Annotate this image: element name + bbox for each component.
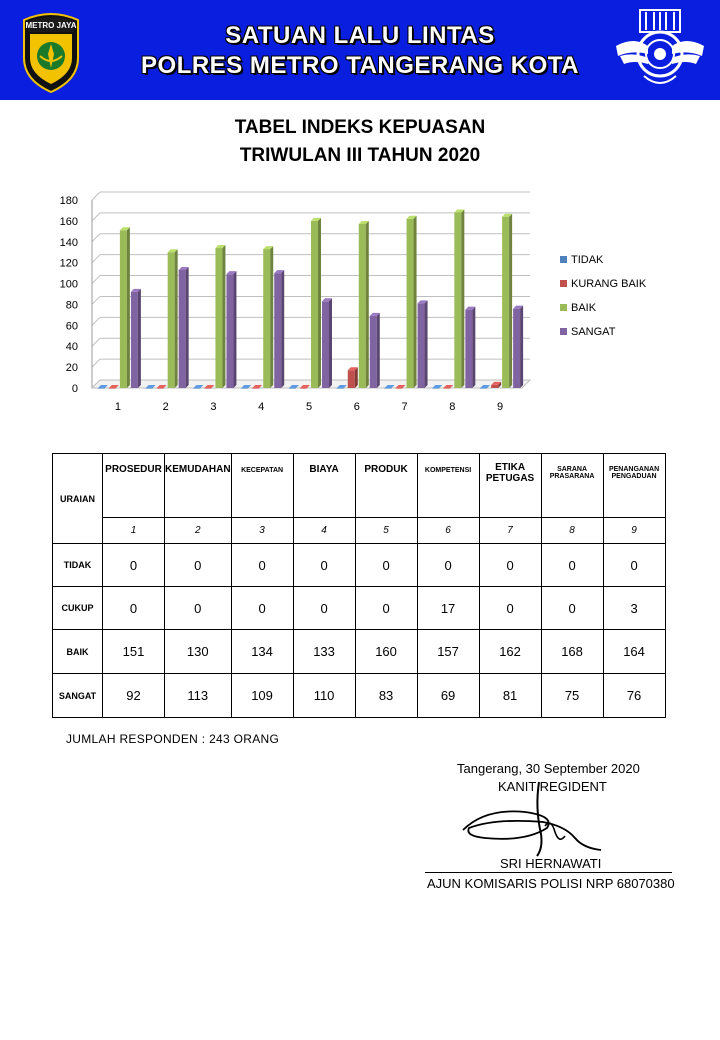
satisfaction-table	[52, 453, 666, 718]
grid-line	[92, 317, 100, 325]
grid-line	[92, 234, 100, 242]
bar-baik	[407, 216, 417, 388]
bar-tidak-front	[193, 388, 200, 389]
svg-text:METRO JAYA: METRO JAYA	[25, 21, 77, 30]
column-header: KEMUDAHAN	[165, 454, 232, 518]
bar-baik	[454, 210, 464, 388]
bar-baik-side	[366, 221, 369, 388]
signature-place-date: Tangerang, 30 September 2020	[457, 761, 640, 776]
column-number: 7	[479, 518, 541, 544]
row-label: BAIK	[53, 630, 103, 674]
legend-label: SANGAT	[571, 326, 616, 338]
bar-sangat	[513, 306, 523, 388]
grid-line	[92, 296, 100, 304]
bar-sangat-side	[281, 270, 284, 388]
column-number: 8	[541, 518, 603, 544]
table-header-row	[53, 454, 666, 518]
bar-sangat-front	[179, 270, 186, 388]
table-cell: 0	[603, 544, 665, 587]
column-number: 4	[293, 518, 355, 544]
bar-tidak-front	[289, 388, 296, 389]
document-title-line1: TABEL INDEKS KEPUASAN	[234, 117, 486, 138]
bar-sangat-front	[418, 303, 425, 388]
table-cell: 83	[355, 674, 417, 718]
bar-tidak-front	[385, 388, 392, 389]
x-tick-label: 7	[401, 401, 408, 413]
bar-baik-side	[414, 216, 417, 388]
table-row	[53, 630, 666, 674]
table-cell: 76	[603, 674, 665, 718]
grid-line	[92, 213, 100, 221]
table-cell: 0	[293, 587, 355, 630]
x-tick-label: 3	[210, 401, 217, 413]
x-tick-label: 5	[305, 401, 313, 413]
table-cell: 110	[293, 674, 355, 718]
bar-tidak-front	[241, 388, 248, 389]
table-cell: 133	[293, 630, 355, 674]
signature-divider	[425, 872, 672, 873]
bar-baik-side	[461, 210, 464, 388]
grid-line	[92, 255, 100, 263]
table-cell: 0	[417, 544, 479, 587]
document-title-line2: TRIWULAN III TAHUN 2020	[239, 145, 481, 166]
bar-baik-front	[215, 248, 222, 388]
column-number: 9	[603, 518, 665, 544]
bar-sangat-front	[131, 292, 138, 388]
column-header: SARANA PRASARANA	[541, 454, 603, 518]
bar-sangat-front	[370, 316, 377, 388]
bar-sangat	[131, 289, 141, 388]
table-cell: 134	[231, 630, 293, 674]
signatory-rank: AJUN KOMISARIS POLISI NRP 68070380	[427, 876, 675, 891]
y-tick-label: 0	[71, 383, 78, 395]
header-title-line2: POLRES METRO TANGERANG KOTA	[141, 52, 579, 79]
bar-tidak-front	[432, 388, 439, 389]
legend-label: KURANG BAIK	[571, 278, 647, 290]
y-tick-label: 140	[59, 236, 78, 249]
bar-kurang-baik-front	[396, 388, 403, 389]
bar-sangat-side	[138, 289, 141, 388]
bar-baik-front	[502, 217, 509, 388]
table-cell: 81	[479, 674, 541, 718]
bar-baik	[215, 245, 225, 388]
bar-kurang-baik-front	[204, 388, 211, 389]
legend-label: TIDAK	[571, 254, 604, 266]
row-label: SANGAT	[53, 674, 103, 718]
table-corner-label: URAIAN	[53, 454, 103, 544]
bar-sangat	[370, 313, 380, 388]
table-cell: 157	[417, 630, 479, 674]
bar-kurang-baik-front	[491, 385, 498, 388]
handwritten-signature-icon	[455, 778, 605, 868]
legend-swatch	[560, 328, 567, 335]
column-header: KOMPETENSI	[417, 454, 479, 518]
x-tick-label: 8	[449, 401, 456, 413]
x-tick-label: 1	[114, 401, 121, 413]
bar-baik-side	[318, 218, 321, 388]
bar-kurang-baik-front	[157, 388, 164, 389]
table-cell: 160	[355, 630, 417, 674]
table-row	[53, 674, 666, 718]
bar-kurang-baik-front	[300, 388, 307, 389]
table-cell: 69	[417, 674, 479, 718]
table-cell: 0	[541, 587, 603, 630]
table-cell: 0	[165, 587, 232, 630]
table-cell: 164	[603, 630, 665, 674]
table-cell: 0	[231, 544, 293, 587]
bar-sangat-side	[425, 300, 428, 388]
grid-line	[92, 338, 100, 346]
column-number: 6	[417, 518, 479, 544]
bar-baik-side	[127, 227, 130, 388]
legend-swatch	[560, 280, 567, 287]
bar-kurang-baik	[348, 367, 358, 388]
bar-tidak-front	[98, 388, 105, 389]
bar-sangat-front	[322, 301, 329, 388]
table-cell: 17	[417, 587, 479, 630]
row-label: CUKUP	[53, 587, 103, 630]
table-cell: 0	[355, 587, 417, 630]
table-cell: 113	[165, 674, 232, 718]
bar-sangat-front	[274, 273, 281, 388]
column-number: 1	[103, 518, 165, 544]
bar-tidak-front	[146, 388, 153, 389]
bar-baik	[502, 214, 512, 388]
y-tick-label: 20	[65, 362, 78, 375]
table-row	[53, 587, 666, 630]
table-cell: 0	[165, 544, 232, 587]
bar-sangat	[418, 300, 428, 388]
header-banner	[0, 0, 720, 100]
signature-role: KANIT REGIDENT	[498, 779, 607, 794]
table-cell: 0	[355, 544, 417, 587]
table-cell: 75	[541, 674, 603, 718]
y-tick-label: 160	[59, 215, 78, 228]
bar-sangat-side	[377, 313, 380, 388]
table-cell: 168	[541, 630, 603, 674]
column-number: 5	[355, 518, 417, 544]
bar-kurang-baik-front	[252, 388, 259, 389]
bar-sangat-side	[233, 271, 236, 388]
bar-kurang-baik-front	[443, 388, 450, 389]
bar-baik	[168, 249, 178, 388]
bar-kurang-baik-side	[355, 367, 358, 388]
grid-line	[92, 276, 100, 284]
table-cell: 0	[103, 587, 165, 630]
bar-sangat	[274, 270, 284, 388]
respondent-value: 243 ORANG	[209, 732, 280, 746]
bar-sangat	[179, 267, 189, 388]
column-header: PENANGANAN PENGADUAN	[603, 454, 665, 518]
bar-baik	[263, 246, 273, 388]
legend-swatch	[560, 256, 567, 263]
x-tick-label: 6	[353, 401, 360, 413]
column-number: 2	[165, 518, 232, 544]
bar-sangat-side	[472, 307, 475, 388]
table-cell: 0	[479, 587, 541, 630]
bar-sangat	[226, 271, 236, 388]
x-tick-label: 4	[258, 401, 265, 413]
y-tick-label: 40	[65, 341, 78, 354]
traffic-police-emblem-icon	[614, 6, 706, 94]
table-cell: 151	[103, 630, 165, 674]
bar-tidak-front	[480, 388, 487, 389]
column-header: PRODUK	[355, 454, 417, 518]
bar-baik-front	[454, 213, 461, 388]
bar-baik	[311, 218, 321, 388]
table-cell: 0	[479, 544, 541, 587]
y-tick-label: 180	[59, 195, 78, 207]
header-title-line1: SATUAN LALU LINTAS	[225, 22, 495, 49]
bar-baik-front	[407, 219, 414, 388]
table-cell: 162	[479, 630, 541, 674]
bar-sangat-side	[520, 306, 523, 388]
bar-baik-front	[168, 252, 175, 388]
bar-baik-side	[222, 245, 225, 388]
metro-jaya-emblem-icon	[18, 6, 84, 94]
table-cell: 0	[103, 544, 165, 587]
respondent-count: JUMLAH RESPONDEN : 243 ORANG	[66, 732, 280, 746]
y-tick-label: 80	[65, 299, 78, 312]
signatory-name: SRI HERNAWATI	[500, 856, 602, 871]
column-header: BIAYA	[293, 454, 355, 518]
bar-baik-front	[120, 230, 127, 388]
row-label: TIDAK	[53, 544, 103, 587]
bar-baik-side	[509, 214, 512, 388]
y-tick-label: 100	[59, 278, 78, 291]
satisfaction-bar-chart	[40, 180, 680, 420]
legend-label: BAIK	[571, 302, 597, 314]
bar-sangat	[465, 307, 475, 388]
bar-kurang-baik-front	[348, 370, 355, 388]
bar-baik-side	[270, 246, 273, 388]
x-tick-label: 9	[497, 401, 504, 413]
bar-sangat-front	[226, 274, 233, 388]
table-cell: 92	[103, 674, 165, 718]
column-header: PROSEDUR	[103, 454, 165, 518]
respondent-label: JUMLAH RESPONDEN	[66, 732, 199, 746]
bar-baik	[359, 221, 369, 388]
table-cell: 109	[231, 674, 293, 718]
table-cell: 0	[541, 544, 603, 587]
table-row	[53, 544, 666, 587]
grid-line	[92, 192, 100, 200]
table-cell: 0	[293, 544, 355, 587]
bar-sangat-side	[329, 298, 332, 388]
table-cell: 3	[603, 587, 665, 630]
bar-sangat	[322, 298, 332, 388]
bar-sangat-front	[513, 309, 520, 388]
legend-swatch	[560, 304, 567, 311]
bar-sangat-side	[186, 267, 189, 388]
column-number: 3	[231, 518, 293, 544]
column-number-row	[53, 518, 666, 544]
table-cell: 130	[165, 630, 232, 674]
grid-line	[92, 359, 100, 367]
column-header: KECEPATAN	[231, 454, 293, 518]
y-tick-label: 60	[65, 320, 78, 333]
bar-baik-side	[175, 249, 178, 388]
bar-baik	[120, 227, 130, 388]
bar-kurang-baik-front	[109, 388, 116, 389]
bar-sangat-front	[465, 310, 472, 388]
x-tick-label: 2	[162, 401, 169, 413]
column-header: ETIKA PETUGAS	[479, 454, 541, 518]
bar-baik-front	[263, 249, 270, 388]
bar-tidak-front	[337, 388, 344, 389]
bar-baik-front	[311, 221, 318, 388]
y-tick-label: 120	[59, 257, 78, 270]
table-cell: 0	[231, 587, 293, 630]
bar-baik-front	[359, 224, 366, 388]
